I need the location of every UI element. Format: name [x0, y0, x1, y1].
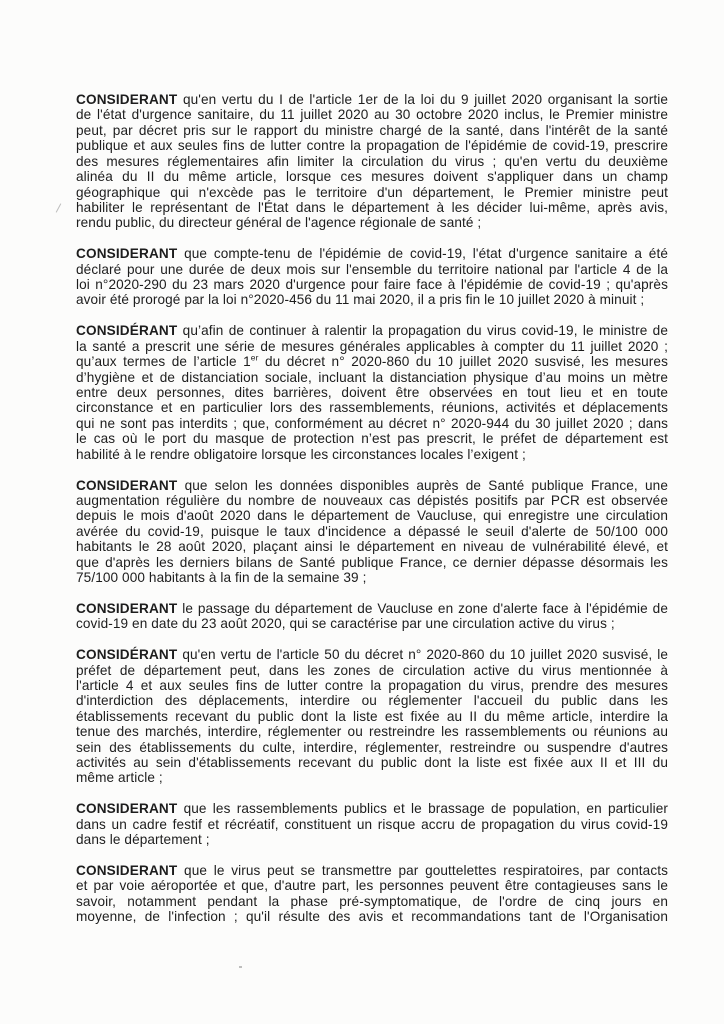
line-text: même article ;: [76, 770, 163, 786]
text-line: [76, 370, 668, 385]
line-text: déclaré pour une durée de deux mois sur l'ensemble du territoire national par l'article 4 de la: [76, 261, 668, 277]
line-text: de l'état d'urgence sanitaire, du 11 juillet 2020 au 30 octobre 2020 inclus, le Premier ministre: [76, 107, 668, 123]
text-line: [76, 894, 668, 909]
text-line: [76, 663, 668, 678]
considerant-lead: CONSIDERANT: [76, 477, 178, 493]
line-text: covid-19 en date du 23 août 2020, qui se caractérise par une circulation active du virus ;: [76, 616, 615, 632]
text-line: [76, 740, 668, 755]
text-line: [76, 770, 668, 785]
text-line: [76, 693, 668, 708]
considerant-lead: CONSIDERANT: [76, 246, 178, 262]
line-text: l'article 4 et aux seules fins de lutter contre la propagation du virus, prendre des mesures: [76, 677, 668, 693]
line-text: d’hygiène et de distanciation sociale, incluant la distanciation physique d’au moins un mètre: [76, 369, 668, 385]
line-text: qu'en vertu du I de l'article 1er de la loi du 9 juillet 2020 organisant la sortie: [182, 92, 668, 107]
line-text: habilité à le rendre obligatoire lorsque les circonstances locales l’exigent ;: [76, 446, 526, 462]
document-body: [76, 92, 668, 940]
considerant-lead: CONSIDERANT: [76, 92, 178, 107]
line-text: et par voie aéroportée et que, d'autre part, les personnes peuvent être contagieuses sans le: [76, 878, 668, 894]
text-line: [76, 416, 668, 431]
text-line: [76, 478, 668, 493]
considerant-lead: CONSIDERANT: [76, 600, 178, 616]
line-text: alinéa du II du même article, lorsque ces mesures doivent s'appliquer dans un champ: [76, 169, 668, 185]
text-line: [76, 508, 668, 523]
text-line: [76, 185, 668, 200]
text-line: [76, 107, 668, 122]
text-line: [76, 601, 668, 616]
line-text: du décret n° 2020-860 du 10 juillet 2020 susvisé, les mesures: [258, 354, 668, 370]
considerant-paragraph: [76, 647, 668, 786]
text-line: [76, 138, 668, 153]
text-line: [76, 154, 668, 169]
line-text: dans le département ;: [76, 832, 210, 848]
text-line: [76, 200, 668, 215]
line-text: avoir été prorogé par la loi n°2020-456 du 11 mai 2020, il a pris fin le 10 juillet 2020 à minuit ;: [76, 292, 645, 308]
line-text: préfet de département peut, dans les zones de circulation active du virus mentionnée à: [76, 662, 668, 678]
line-text: d'interdiction des déplacements, interdire ou réglementer l'accueil du public dans les: [76, 693, 668, 709]
text-line: [76, 169, 668, 184]
line-text: que compte-tenu de l'épidémie de covid-19, l'état d'urgence sanitaire a été: [184, 246, 668, 262]
line-text: que les rassemblements publics et le brassage de population, en particulier: [183, 801, 668, 817]
text-line: [76, 878, 668, 893]
text-line: [76, 909, 668, 924]
considerant-lead: CONSIDÉRANT: [76, 647, 178, 663]
text-line: [76, 832, 668, 847]
text-line: [76, 570, 668, 585]
scan-mark: [239, 966, 242, 968]
text-line: [76, 539, 668, 554]
considerant-paragraph: [76, 323, 668, 462]
line-text: entre deux personnes, dites barrières, doivent être observées en tout lieu et en toute: [76, 384, 668, 400]
line-text: tenue des marchés, interdire, réglementer ou restreindre les rassemblements ou réunions au: [76, 724, 668, 740]
line-text: savoir, notamment pendant la phase pré-symptomatique, de l'ordre de cinq jours en: [76, 893, 668, 909]
line-text: circonstance et en particulier lors des rassemblements, réunions, activités et déplacements: [76, 400, 668, 416]
considerant-paragraph: [76, 601, 668, 632]
text-line: [76, 123, 668, 138]
line-text: la santé a prescrit une série de mesures générales applicables à compter du 11 juillet 2020 ;: [76, 338, 668, 354]
line-text: avérée du covid-19, puisque le taux d'incidence a dépassé le seuil d'alerte de 50/100 000: [76, 523, 668, 539]
scan-mark: [56, 203, 62, 212]
text-line: [76, 262, 668, 277]
line-text: 75/100 000 habitants à la fin de la semaine 39 ;: [76, 570, 367, 586]
text-line: [76, 354, 668, 369]
line-text: moyenne, de l'infection ; qu'il résulte des avis et recommandations tant de l'Organisation: [76, 909, 668, 925]
text-line: [76, 323, 668, 338]
text-line: [76, 215, 668, 230]
text-line: [76, 92, 668, 107]
line-text: loi n°2020-290 du 23 mars 2020 d'urgence pour faire face à l'épidémie de covid-19 ; qu'après: [76, 277, 668, 293]
line-text: publique et aux seules fins de lutter contre la propagation de l'épidémie de covid-19, prescrire: [76, 138, 668, 154]
considerant-paragraph: [76, 801, 668, 847]
text-line: [76, 678, 668, 693]
text-line: [76, 616, 668, 631]
considerant-paragraph: [76, 863, 668, 925]
considerant-lead: CONSIDÉRANT: [76, 323, 178, 339]
line-text: qu’aux termes de l’article 1: [76, 354, 251, 370]
text-line: [76, 524, 668, 539]
line-text: qui ne sont pas interdits ; que, conformément au décret n° 2020-944 du 30 juillet 2020 ; dans: [76, 415, 668, 431]
line-text: le cas où le port du masque de protection n’est pas prescrit, le préfet de département est: [76, 431, 668, 447]
ordinal-suffix: er: [250, 352, 259, 363]
line-text: habitants le 28 août 2020, plaçant ainsi le département en niveau de vulnérabilité élevé, et: [76, 539, 668, 555]
text-line: [76, 555, 668, 570]
line-text: augmentation régulière du nombre de nouveaux cas dépistés positifs par PCR est observée: [76, 492, 668, 508]
line-text: rendu public, du directeur général de l'agence régionale de santé ;: [76, 215, 482, 231]
text-line: [76, 339, 668, 354]
text-line: [76, 292, 668, 307]
text-line: [76, 709, 668, 724]
line-text: depuis le mois d'août 2020 dans le département de Vaucluse, qui enregistre une circulation: [76, 508, 668, 524]
text-line: [76, 724, 668, 739]
line-text: dans un cadre festif et récréatif, constituent un risque accru de propagation du virus covid-19: [76, 816, 668, 832]
text-line: [76, 647, 668, 662]
line-text: qu'en vertu de l'article 50 du décret n° 2020-860 du 10 juillet 2020 susvisé, le: [182, 647, 668, 663]
line-text: que d'après les derniers bilans de Santé publique France, ce dernier dépasse désormais les: [76, 554, 668, 570]
line-text: que le virus peut se transmettre par gouttelettes respiratoires, par contacts: [184, 862, 668, 878]
line-text: établissements recevant du public dont la liste est fixée au II du même article, interdire la: [76, 708, 668, 724]
text-line: [76, 493, 668, 508]
text-line: [76, 277, 668, 292]
line-text: des mesures réglementaires afin limiter la circulation du virus ; qu'en vertu du deuxième: [76, 153, 668, 169]
text-line: [76, 801, 668, 816]
text-line: [76, 447, 668, 462]
line-text: activités au sein d'établissements recevant du public dont la liste est fixée aux II et III du: [76, 755, 668, 771]
text-line: [76, 863, 668, 878]
text-line: [76, 400, 668, 415]
line-text: peut, par décret pris sur le rapport du ministre chargé de la santé, dans l'intérêt de la santé: [76, 122, 668, 138]
considerant-paragraph: [76, 246, 668, 308]
text-line: [76, 755, 668, 770]
line-text: sein des établissements du culte, interdire, réglementer, restreindre ou suspendre d'autres: [76, 739, 668, 755]
considerant-lead: CONSIDERANT: [76, 862, 178, 878]
text-line: [76, 246, 668, 261]
text-line: [76, 817, 668, 832]
considerant-paragraph: [76, 478, 668, 586]
considerant-paragraph: [76, 92, 668, 231]
line-text: habiliter le représentant de l'État dans le département à les décider lui-même, après avis,: [76, 199, 668, 215]
considerant-lead: CONSIDERANT: [76, 801, 178, 817]
line-text: le passage du département de Vaucluse en zone d'alerte face à l'épidémie de: [182, 600, 669, 616]
text-line: [76, 431, 668, 446]
line-text: géographique qui n'excède pas le territoire d'un département, le Premier ministre peut: [76, 184, 668, 200]
line-text: que selon les données disponibles auprès de Santé publique France, une: [184, 477, 668, 493]
text-line: [76, 385, 668, 400]
line-text: qu’afin de continuer à ralentir la propagation du virus covid-19, le ministre de: [182, 323, 668, 339]
